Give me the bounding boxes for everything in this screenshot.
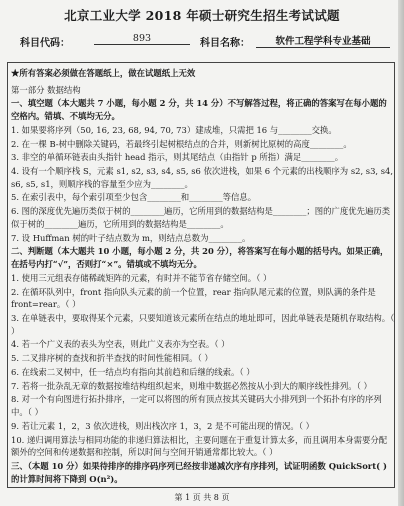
judge-item: 5. 二叉排序树的查找和折半查找的时间性能相同。（ ） [11,353,213,364]
judge-item: 3. 在单链表中，要取得某个元素，只要知道该元素所在结点的地址即可，因此单链表是随机存取结构。（ ） [11,312,395,336]
exam-title: 北京工业大学 2018 年硕士研究生招生考试试题 [64,8,340,23]
fill-item: 5. 在索引表中，每个索引项至少包含________和________等信息。 [11,192,257,203]
judge-item: 2. 在循环队列中，front 指向队头元素的前一个位置，rear 指向队尾元素的位置，则队满的条件是 front=rear。（ ） [11,286,376,310]
judge-item: 7. 若将一批杂乱无章的数据按堆结构组织起来，则堆中数据必然按从小到大的顺序线性排列。（ ） [11,380,372,391]
judge-item: 6. 在线索二叉树中，任一结点均有指向其前趋和后继的线索。（ ） [11,366,255,377]
answer-notice: ★所有答案必须做在答题纸上，做在试题纸上无效 [11,68,196,78]
subject-info-row [20,32,390,50]
judge-item: 8. 对一个有向图进行拓扑排序，一定可以将图的所有顶点按其关键码大小排列到一个拓扑有序的序列中。（ ） [11,394,382,418]
section-three-heading: 三、（本题 10 分）如果待排序的排序码序列已经按非递减次序有序排列，试证明函数 QuickSort( )的计算时间将下降到 O(n²)。 [11,460,387,484]
judge-item: 9. 若让元素 1，2，3 依次进栈，则出栈次序 1，3，2 是不可能出现的情况。（ ） [11,420,314,431]
fill-item: 6. 图的深度优先遍历类似于树的________遍历，它所用到的数据结构是________；图的广度优先遍历类似于树的________遍历，它所用到的数据结构是________。 [11,206,391,229]
judge-item: 4. 若一个广义表的表头为空表，则此广义表亦为空表。（ ） [11,339,230,350]
subject-name-label: 科目名称： [200,38,250,49]
fill-item: 2. 在一棵 B-树中删除关键码，若最终引起树根结点的合并，则新树比原树的高度________。 [11,138,352,149]
page-edge-shadow [398,0,404,506]
subject-code-value: 893 [94,33,190,45]
fill-item: 3. 非空的单循环链表由头指针 head 指示，则其尾结点（由指针 p 所指）满足________。 [11,152,344,163]
section-judge-heading: 二、判断题（本大题共 10 小题，每小题 2 分，共 20 分），将答案写在每小题的括号内。如果正确，在括号内打“√”，否则打“×”。错填或不填均无分。 [11,246,389,269]
subject-name-value: 软件工程学科专业基础 [256,33,390,48]
judge-item: 1. 使用三元组表存储稀疏矩阵的元素，有时并不能节省存储空间。（ ） [11,272,272,283]
section-fill-heading: 一、填空题（本大题共 7 小题，每小题 2 分，共 14 分）不写解答过程，将正确的答案写在每小题的空格内。错填、不填均无分。 [11,98,387,121]
question-content [11,67,395,486]
subject-code-label: 科目代码： [20,38,70,49]
fill-item: 7. 设 Huffman 树的叶子结点数为 m，则结点总数为________。 [11,232,251,243]
part-heading: 第一部分 数据结构 [11,84,81,95]
fill-item: 1. 如果要将序列（50, 16, 23, 68, 94, 70, 73）建成堆，只需把 16 与________交换。 [11,124,337,135]
fill-item: 4. 设有一个顺序栈 S，元素 s1, s2, s3, s4, s5, s6 依次进栈，如果 6 个元素的出栈顺序为 s2, s3, s4, s6, s5, s1，则顺序栈的容量至少应为________。 [11,166,394,189]
page-number: 第 1 页 共 8 页 [174,493,230,502]
judge-item: 10. 递归调用算法与相同功能的非递归算法相比，主要问题在于重复计算太多，而且调用本身需要分配额外的空间和传递数据和控制，所以时间与空间开销通常都比较大。（ ） [11,434,388,458]
